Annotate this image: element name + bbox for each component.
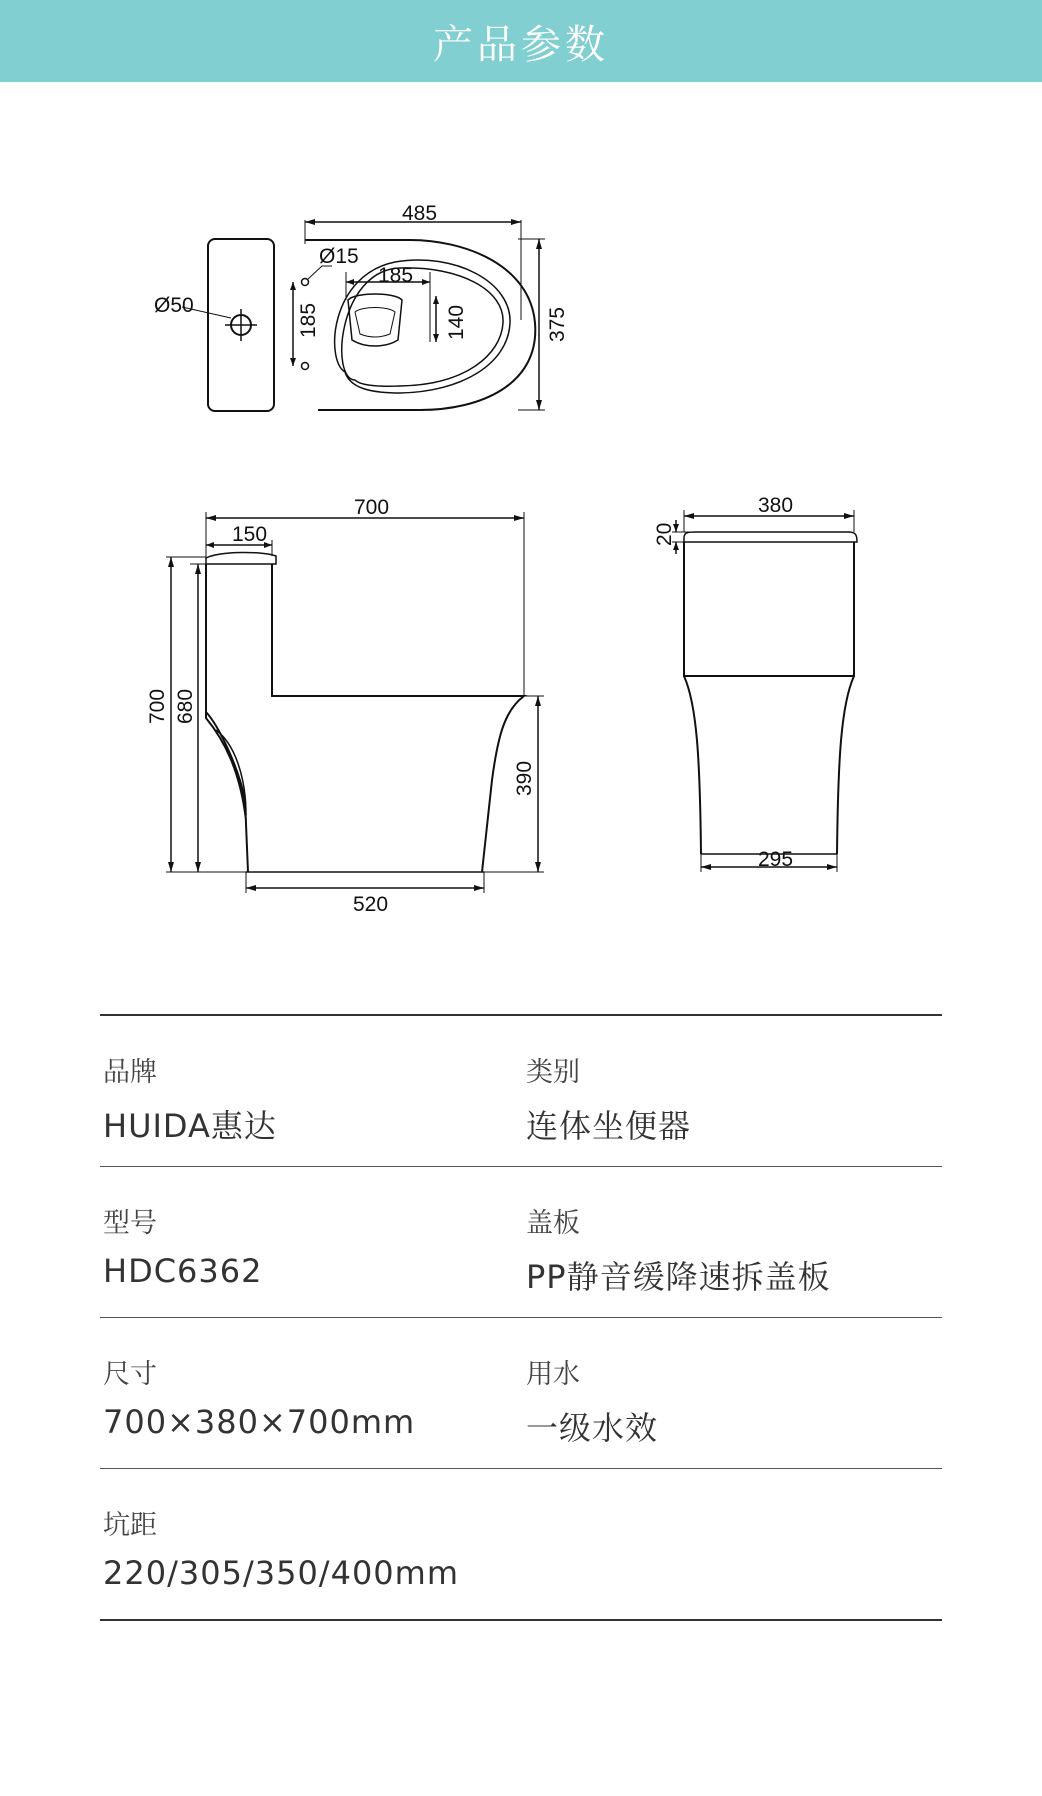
front-body bbox=[684, 542, 854, 854]
spec-value: 连体坐便器 bbox=[526, 1107, 692, 1145]
spec-label: 类别 bbox=[526, 1057, 580, 1088]
dim-outlet-dia: Ø50 bbox=[154, 294, 194, 317]
spec-label: 用水 bbox=[526, 1359, 580, 1390]
spec-label: 尺寸 bbox=[103, 1359, 157, 1390]
dim-hole-spacing: 185 bbox=[297, 302, 320, 338]
spec-label: 坑距 bbox=[103, 1510, 157, 1541]
spec-value: HDC6362 bbox=[103, 1252, 263, 1290]
spec-value: 220/305/350/400mm bbox=[103, 1554, 459, 1592]
dim-front-width: 380 bbox=[758, 494, 794, 517]
dim-seat-height: 680 bbox=[174, 688, 197, 724]
spec-row bbox=[100, 1318, 942, 1469]
spec-value: HUIDA惠达 bbox=[103, 1107, 277, 1145]
seat-outline bbox=[342, 268, 503, 386]
side-lid bbox=[206, 552, 276, 564]
spec-brand bbox=[103, 1050, 277, 1147]
drain-outline bbox=[348, 294, 402, 346]
spec-label: 盖板 bbox=[526, 1208, 580, 1239]
spec-dimensions bbox=[103, 1352, 415, 1441]
spec-label: 型号 bbox=[103, 1208, 157, 1239]
dim-tank-depth: 150 bbox=[232, 523, 268, 546]
spec-water-usage bbox=[526, 1352, 658, 1449]
spec-value: 700×380×700mm bbox=[103, 1403, 416, 1441]
spec-row bbox=[100, 1469, 942, 1621]
spec-value: PP静音缓降速拆盖板 bbox=[526, 1258, 831, 1296]
dim-top-depth: 375 bbox=[546, 306, 569, 342]
page-title: 产品参数 bbox=[433, 21, 609, 68]
spec-row bbox=[100, 1016, 942, 1167]
dim-side-length: 700 bbox=[354, 496, 390, 519]
spec-row bbox=[100, 1167, 942, 1318]
front-lid bbox=[684, 532, 857, 542]
front-view bbox=[653, 494, 857, 872]
header-banner bbox=[0, 0, 1042, 82]
dim-top-width: 485 bbox=[402, 202, 438, 225]
side-body bbox=[206, 564, 524, 872]
spec-label: 品牌 bbox=[103, 1057, 157, 1088]
spec-model bbox=[103, 1201, 262, 1290]
dim-base-height: 390 bbox=[513, 760, 536, 796]
dim-side-height: 700 bbox=[146, 688, 169, 724]
side-view bbox=[146, 496, 544, 916]
technical-drawing bbox=[0, 100, 1042, 980]
top-view bbox=[154, 202, 569, 411]
dim-hole-dia: Ø15 bbox=[319, 245, 359, 268]
spec-rough-in bbox=[103, 1503, 459, 1592]
dim-base-length: 520 bbox=[353, 893, 389, 916]
dim-lid-thickness: 20 bbox=[653, 522, 676, 546]
spec-value: 一级水效 bbox=[526, 1409, 659, 1447]
spec-seat-cover bbox=[526, 1201, 831, 1298]
dim-bowl-depth: 140 bbox=[445, 304, 468, 340]
spec-category bbox=[526, 1050, 691, 1147]
dim-bowl-width: 185 bbox=[378, 264, 414, 287]
dim-front-base-width: 295 bbox=[758, 848, 794, 871]
spec-table bbox=[100, 1014, 942, 1621]
